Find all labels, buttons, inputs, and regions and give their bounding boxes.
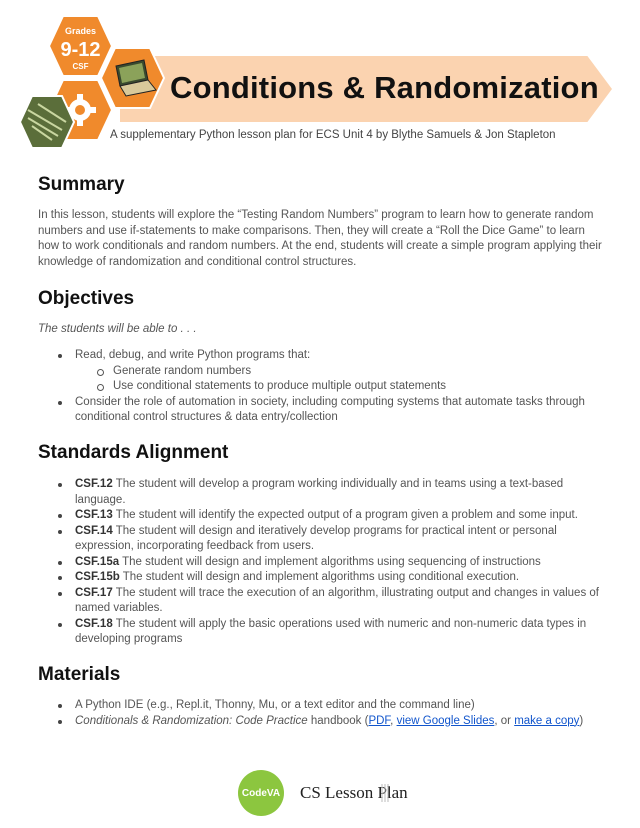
- objective-sub-list: [95, 364, 608, 395]
- list-item: [58, 570, 608, 586]
- standard-text: The student will apply the basic operations used with numeric and non-numeric data types in developing programs: [75, 617, 587, 645]
- objectives-intro: The students will be able to . . .: [38, 323, 197, 335]
- list-item: [58, 617, 608, 648]
- standard-text: The student will design and implement algorithms using sequencing of instructions: [119, 555, 541, 568]
- standard-code: CSF.13: [75, 509, 113, 521]
- badge-csf-label: CSF: [72, 62, 89, 71]
- standards-heading: Standards Alignment: [38, 442, 229, 463]
- standard-text: The student will develop a program working individually and in teams using a text-based language.: [75, 478, 564, 506]
- list-item: [58, 348, 608, 395]
- page-subtitle: A supplementary Python lesson plan for ECS Unit 4 by Blythe Samuels & Jon Stapleton: [110, 129, 556, 141]
- standard-text: The student will identify the expected output of a program given a problem and some input.: [112, 509, 578, 521]
- standard-code: CSF.15a: [75, 555, 120, 568]
- make-copy-link[interactable]: make a copy: [514, 714, 580, 727]
- objectives-list: [58, 348, 608, 426]
- list-item: Consider the role of automation in society, including computing systems that automate tasks through conditional control structures & data entry/collection: [58, 395, 608, 426]
- standard-code: CSF.12: [75, 478, 113, 490]
- google-slides-link[interactable]: view Google Slides: [396, 714, 495, 727]
- list-item: Generate random numbers: [95, 364, 608, 380]
- list-item: [58, 508, 608, 524]
- standard-text: The student will design and implement algorithms using conditional execution.: [119, 571, 520, 583]
- standard-code: CSF.17: [75, 586, 113, 599]
- standard-code: CSF.15b: [75, 571, 120, 583]
- objective-text: Read, debug, and write Python programs that:: [75, 349, 311, 361]
- footer-label: CS Lesson Plan: [300, 783, 408, 802]
- materials-heading: Materials: [38, 664, 121, 685]
- list-item: Use conditional statements to produce multiple output statements: [95, 379, 608, 395]
- standard-code: CSF.14: [75, 524, 113, 537]
- standard-text: The student will design and iteratively develop programs for practical intent or personal expression, incorporating feedback from users.: [75, 524, 557, 552]
- summary-heading: Summary: [38, 174, 125, 195]
- bars-icon: [381, 784, 391, 802]
- list-item: A Python IDE (e.g., Repl.it, Thonny, Mu, or a text editor and the command line): [58, 698, 608, 714]
- summary-text: In this lesson, students will explore the “Testing Random Numbers” program to learn how to generate random numbers and use if-statements to make comparisons. Then, they will create a “Roll the Dice Game” to learn how to work conditionals and random numbers. At the end, students will create a simple program applying their knowledge of randomization and conditional control structures.: [38, 209, 602, 268]
- badge-grade-range: 9-12: [60, 39, 101, 61]
- list-item: [58, 586, 608, 617]
- list-item: [58, 477, 608, 508]
- list-item: [58, 524, 608, 555]
- standard-code: CSF.18: [75, 617, 113, 630]
- codeva-logo: [238, 770, 284, 816]
- materials-list: [58, 698, 608, 729]
- list-item: Conditionals & Randomization: Code Practice handbook (PDF, view Google Slides, or make a copy): [58, 714, 608, 730]
- handbook-title: Conditionals & Randomization: Code Practice: [75, 714, 308, 727]
- pdf-link[interactable]: PDF: [368, 714, 391, 727]
- list-item: [58, 555, 608, 571]
- badge-grades-label: Grades: [64, 26, 97, 36]
- logo-text: CodeVA: [241, 787, 281, 799]
- page-title: Conditions & Randomization: [170, 70, 599, 105]
- objectives-heading: Objectives: [38, 288, 135, 309]
- standards-list: [58, 477, 608, 648]
- standard-text: The student will trace the execution of an algorithm, illustrating output and changes in values of named variables.: [75, 586, 599, 614]
